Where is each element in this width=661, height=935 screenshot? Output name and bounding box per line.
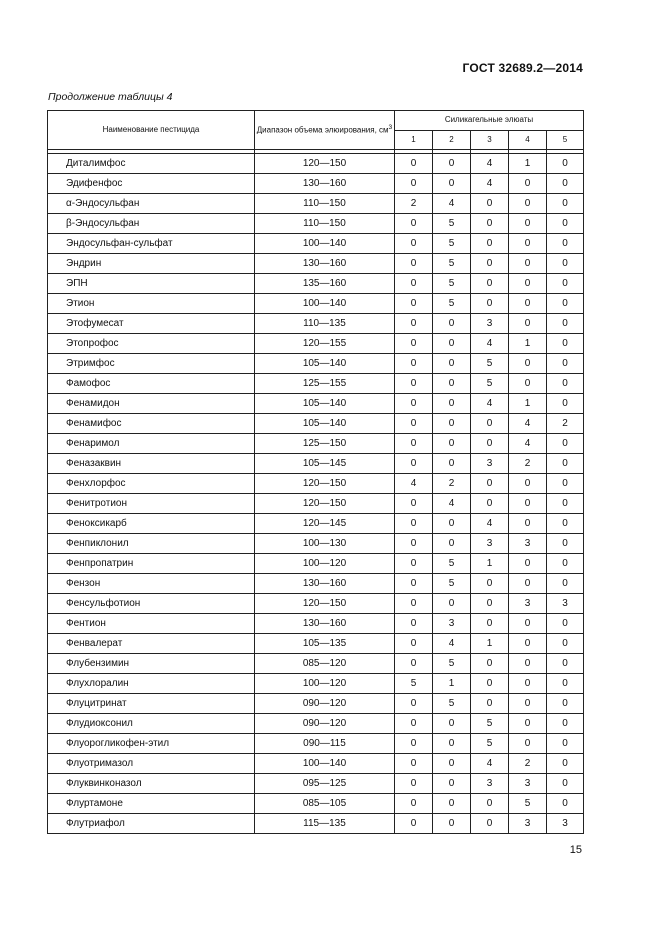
table-row	[48, 234, 584, 254]
eluate-1-cell: 0	[395, 554, 433, 574]
pesticide-name-cell: ЭПН	[48, 274, 255, 294]
eluate-3-cell: 5	[471, 374, 509, 394]
eluate-5-cell: 0	[547, 714, 584, 734]
eluate-3-cell: 3	[471, 534, 509, 554]
eluate-3-cell: 1	[471, 634, 509, 654]
pesticide-name-cell: Флудиоксонил	[48, 714, 255, 734]
pesticide-name-cell: Флуцитринат	[48, 694, 255, 714]
pesticide-name-cell: Этопрофос	[48, 334, 255, 354]
eluate-3-cell: 0	[471, 194, 509, 214]
eluate-4-cell: 3	[509, 774, 547, 794]
eluate-5-cell: 0	[547, 554, 584, 574]
eluate-1-cell: 0	[395, 174, 433, 194]
eluate-3-cell: 4	[471, 514, 509, 534]
eluate-2-cell: 0	[433, 154, 471, 174]
pesticide-name-cell: Флуквинконазол	[48, 774, 255, 794]
eluate-5-cell: 0	[547, 334, 584, 354]
eluate-1-cell: 0	[395, 634, 433, 654]
eluate-5-cell: 0	[547, 654, 584, 674]
eluate-2-cell: 3	[433, 614, 471, 634]
eluate-2-cell: 5	[433, 214, 471, 234]
eluate-3-cell: 0	[471, 674, 509, 694]
table-body	[48, 150, 584, 834]
eluate-4-cell: 0	[509, 374, 547, 394]
elution-range-cell: 130—160	[255, 254, 395, 274]
elution-range-cell: 085—120	[255, 654, 395, 674]
elution-range-cell: 120—150	[255, 154, 395, 174]
eluate-1-cell: 0	[395, 714, 433, 734]
pesticide-name-cell: β-Эндосульфан	[48, 214, 255, 234]
eluate-5-cell: 0	[547, 454, 584, 474]
eluate-3-cell: 0	[471, 794, 509, 814]
pesticide-name-cell: Фенпиклонил	[48, 534, 255, 554]
eluate-4-cell: 0	[509, 714, 547, 734]
eluate-1-cell: 0	[395, 654, 433, 674]
eluate-3-cell: 0	[471, 614, 509, 634]
eluate-2-cell: 0	[433, 374, 471, 394]
eluate-4-cell: 4	[509, 434, 547, 454]
table-row	[48, 414, 584, 434]
elution-range-cell: 110—150	[255, 214, 395, 234]
table-row	[48, 554, 584, 574]
eluate-1-cell: 2	[395, 194, 433, 214]
eluate-5-cell: 0	[547, 614, 584, 634]
column-header-eluate-3: 3	[471, 131, 509, 150]
eluate-3-cell: 0	[471, 654, 509, 674]
pesticide-name-cell: Фенаримол	[48, 434, 255, 454]
eluate-4-cell: 0	[509, 674, 547, 694]
eluate-2-cell: 0	[433, 414, 471, 434]
eluate-3-cell: 5	[471, 354, 509, 374]
eluate-2-cell: 0	[433, 734, 471, 754]
eluate-3-cell: 0	[471, 494, 509, 514]
table-row	[48, 794, 584, 814]
pesticide-name-cell: Фамофос	[48, 374, 255, 394]
eluate-3-cell: 0	[471, 414, 509, 434]
column-header-pesticide-name: Наименование пестицида	[48, 111, 255, 150]
elution-range-cell: 100—140	[255, 754, 395, 774]
eluate-1-cell: 0	[395, 814, 433, 834]
elution-range-cell: 105—140	[255, 394, 395, 414]
table-row	[48, 814, 584, 834]
table-row	[48, 174, 584, 194]
eluate-4-cell: 0	[509, 174, 547, 194]
eluate-3-cell: 4	[471, 394, 509, 414]
eluate-5-cell: 3	[547, 814, 584, 834]
eluate-1-cell: 0	[395, 734, 433, 754]
eluate-2-cell: 0	[433, 794, 471, 814]
eluate-4-cell: 1	[509, 154, 547, 174]
eluate-4-cell: 4	[509, 414, 547, 434]
elution-range-cell: 110—135	[255, 314, 395, 334]
eluate-4-cell: 1	[509, 394, 547, 414]
eluate-1-cell: 0	[395, 794, 433, 814]
eluate-5-cell: 0	[547, 574, 584, 594]
eluate-1-cell: 0	[395, 594, 433, 614]
eluate-2-cell: 5	[433, 554, 471, 574]
elution-range-cell: 100—140	[255, 294, 395, 314]
eluate-5-cell: 0	[547, 174, 584, 194]
eluate-4-cell: 0	[509, 574, 547, 594]
eluate-2-cell: 0	[433, 514, 471, 534]
eluate-2-cell: 0	[433, 394, 471, 414]
table-row	[48, 214, 584, 234]
eluate-1-cell: 0	[395, 314, 433, 334]
pesticide-name-cell: Фенсульфотион	[48, 594, 255, 614]
eluate-3-cell: 5	[471, 734, 509, 754]
table-row	[48, 674, 584, 694]
eluate-5-cell: 0	[547, 634, 584, 654]
elution-range-cell: 100—140	[255, 234, 395, 254]
column-header-elution-range-unit-exponent: 3	[388, 124, 393, 132]
eluate-3-cell: 0	[471, 434, 509, 454]
column-header-eluate-2: 2	[433, 131, 471, 150]
table-row	[48, 454, 584, 474]
pesticide-name-cell: Эндосульфан-сульфат	[48, 234, 255, 254]
table-row	[48, 654, 584, 674]
eluate-3-cell: 3	[471, 774, 509, 794]
elution-range-cell: 130—160	[255, 174, 395, 194]
eluate-5-cell: 0	[547, 294, 584, 314]
table-row	[48, 514, 584, 534]
table-row	[48, 494, 584, 514]
eluate-3-cell: 0	[471, 474, 509, 494]
elution-range-cell: 115—135	[255, 814, 395, 834]
eluate-5-cell: 0	[547, 214, 584, 234]
eluate-3-cell: 0	[471, 594, 509, 614]
eluate-2-cell: 1	[433, 674, 471, 694]
elution-range-cell: 120—145	[255, 514, 395, 534]
eluate-1-cell: 0	[395, 614, 433, 634]
eluate-3-cell: 4	[471, 154, 509, 174]
eluate-4-cell: 0	[509, 514, 547, 534]
table-row	[48, 694, 584, 714]
eluate-2-cell: 4	[433, 194, 471, 214]
eluate-1-cell: 0	[395, 214, 433, 234]
eluate-4-cell: 0	[509, 314, 547, 334]
pesticide-elution-table	[47, 110, 584, 834]
eluate-2-cell: 4	[433, 634, 471, 654]
eluate-5-cell: 0	[547, 354, 584, 374]
eluate-4-cell: 0	[509, 694, 547, 714]
elution-range-cell: 130—160	[255, 614, 395, 634]
elution-range-cell: 135—160	[255, 274, 395, 294]
eluate-5-cell: 0	[547, 474, 584, 494]
eluate-4-cell: 0	[509, 654, 547, 674]
table-row	[48, 154, 584, 174]
eluate-5-cell: 0	[547, 774, 584, 794]
eluate-5-cell: 0	[547, 434, 584, 454]
elution-range-cell: 085—105	[255, 794, 395, 814]
pesticide-name-cell: Фентион	[48, 614, 255, 634]
table-row	[48, 754, 584, 774]
eluate-1-cell: 0	[395, 354, 433, 374]
eluate-1-cell: 0	[395, 774, 433, 794]
elution-range-cell: 100—120	[255, 554, 395, 574]
table-caption: Продолжение таблицы 4	[48, 91, 173, 103]
eluate-3-cell: 0	[471, 274, 509, 294]
eluate-1-cell: 0	[395, 374, 433, 394]
eluate-2-cell: 0	[433, 354, 471, 374]
pesticide-name-cell: Фенамифос	[48, 414, 255, 434]
eluate-2-cell: 0	[433, 594, 471, 614]
pesticide-name-cell: Эдифенфос	[48, 174, 255, 194]
pesticide-name-cell: Фенвалерат	[48, 634, 255, 654]
eluate-1-cell: 0	[395, 454, 433, 474]
table-row	[48, 774, 584, 794]
eluate-4-cell: 0	[509, 634, 547, 654]
eluate-4-cell: 0	[509, 194, 547, 214]
table-header	[48, 111, 584, 150]
table-row	[48, 714, 584, 734]
eluate-4-cell: 5	[509, 794, 547, 814]
elution-range-cell: 090—120	[255, 714, 395, 734]
eluate-1-cell: 0	[395, 514, 433, 534]
column-header-eluate-1: 1	[395, 131, 433, 150]
eluate-4-cell: 1	[509, 334, 547, 354]
eluate-1-cell: 0	[395, 154, 433, 174]
eluate-3-cell: 0	[471, 694, 509, 714]
eluate-5-cell: 0	[547, 534, 584, 554]
elution-range-cell: 120—155	[255, 334, 395, 354]
eluate-4-cell: 0	[509, 494, 547, 514]
eluate-3-cell: 0	[471, 214, 509, 234]
eluate-5-cell: 0	[547, 674, 584, 694]
eluate-5-cell: 0	[547, 194, 584, 214]
eluate-1-cell: 0	[395, 334, 433, 354]
eluate-4-cell: 0	[509, 554, 547, 574]
column-header-elution-range-text: Диапазон объема элюирования, см	[256, 125, 389, 135]
eluate-5-cell: 0	[547, 154, 584, 174]
elution-range-cell: 105—140	[255, 414, 395, 434]
eluate-1-cell: 0	[395, 274, 433, 294]
eluate-1-cell: 5	[395, 674, 433, 694]
eluate-5-cell: 0	[547, 374, 584, 394]
eluate-4-cell: 0	[509, 234, 547, 254]
eluate-4-cell: 0	[509, 354, 547, 374]
eluate-3-cell: 4	[471, 334, 509, 354]
eluate-3-cell: 0	[471, 234, 509, 254]
eluate-4-cell: 0	[509, 474, 547, 494]
elution-range-cell: 105—140	[255, 354, 395, 374]
eluate-2-cell: 5	[433, 274, 471, 294]
eluate-5-cell: 0	[547, 754, 584, 774]
elution-range-cell: 095—125	[255, 774, 395, 794]
elution-range-cell: 100—130	[255, 534, 395, 554]
eluate-1-cell: 0	[395, 754, 433, 774]
column-header-eluate-4: 4	[509, 131, 547, 150]
eluate-1-cell: 0	[395, 494, 433, 514]
eluate-5-cell: 0	[547, 794, 584, 814]
page-number: 15	[569, 844, 582, 856]
elution-range-cell: 100—120	[255, 674, 395, 694]
eluate-5-cell: 2	[547, 414, 584, 434]
elution-range-cell: 105—145	[255, 454, 395, 474]
table-row	[48, 294, 584, 314]
eluate-2-cell: 5	[433, 234, 471, 254]
eluate-4-cell: 3	[509, 814, 547, 834]
table-row	[48, 434, 584, 454]
eluate-3-cell: 4	[471, 754, 509, 774]
eluate-2-cell: 5	[433, 694, 471, 714]
column-header-silica-eluates: Силикагельные элюаты	[395, 111, 584, 131]
eluate-5-cell: 0	[547, 494, 584, 514]
pesticide-name-cell: Фенхлорфос	[48, 474, 255, 494]
pesticide-name-cell: Фенпропатрин	[48, 554, 255, 574]
elution-range-cell: 090—120	[255, 694, 395, 714]
pesticide-name-cell: Флутриафол	[48, 814, 255, 834]
table-row	[48, 734, 584, 754]
eluate-4-cell: 3	[509, 594, 547, 614]
eluate-2-cell: 2	[433, 474, 471, 494]
eluate-1-cell: 0	[395, 574, 433, 594]
eluate-2-cell: 0	[433, 434, 471, 454]
eluate-2-cell: 5	[433, 254, 471, 274]
eluate-3-cell: 4	[471, 174, 509, 194]
eluate-4-cell: 0	[509, 734, 547, 754]
eluate-3-cell: 5	[471, 714, 509, 734]
eluate-4-cell: 3	[509, 534, 547, 554]
pesticide-name-cell: Фенамидон	[48, 394, 255, 414]
eluate-2-cell: 0	[433, 714, 471, 734]
eluate-3-cell: 0	[471, 574, 509, 594]
elution-range-cell: 120—150	[255, 494, 395, 514]
pesticide-name-cell: Флухлоралин	[48, 674, 255, 694]
table-row	[48, 614, 584, 634]
pesticide-name-cell: Флуотримазол	[48, 754, 255, 774]
pesticide-name-cell: Этион	[48, 294, 255, 314]
eluate-2-cell: 4	[433, 494, 471, 514]
eluate-1-cell: 0	[395, 414, 433, 434]
table-row	[48, 194, 584, 214]
elution-range-cell: 125—150	[255, 434, 395, 454]
elution-range-cell: 130—160	[255, 574, 395, 594]
eluate-3-cell: 3	[471, 454, 509, 474]
column-header-eluate-5: 5	[547, 131, 584, 150]
eluate-2-cell: 0	[433, 454, 471, 474]
pesticide-name-cell: Диталимфос	[48, 154, 255, 174]
eluate-4-cell: 0	[509, 274, 547, 294]
eluate-2-cell: 0	[433, 754, 471, 774]
eluate-2-cell: 0	[433, 334, 471, 354]
eluate-5-cell: 0	[547, 234, 584, 254]
table-row	[48, 334, 584, 354]
column-header-elution-range	[255, 111, 395, 150]
eluate-5-cell: 0	[547, 514, 584, 534]
eluate-1-cell: 0	[395, 294, 433, 314]
pesticide-name-cell: Флуртамоне	[48, 794, 255, 814]
eluate-4-cell: 0	[509, 254, 547, 274]
eluate-1-cell: 0	[395, 534, 433, 554]
eluate-2-cell: 0	[433, 774, 471, 794]
pesticide-name-cell: Фензон	[48, 574, 255, 594]
pesticide-name-cell: Феназаквин	[48, 454, 255, 474]
eluate-1-cell: 0	[395, 434, 433, 454]
elution-range-cell: 120—150	[255, 474, 395, 494]
eluate-2-cell: 0	[433, 314, 471, 334]
pesticide-name-cell: Фенитротион	[48, 494, 255, 514]
eluate-4-cell: 0	[509, 614, 547, 634]
elution-range-cell: 125—155	[255, 374, 395, 394]
eluate-4-cell: 2	[509, 754, 547, 774]
table-row	[48, 574, 584, 594]
pesticide-name-cell: Феноксикарб	[48, 514, 255, 534]
table-row	[48, 474, 584, 494]
pesticide-name-cell: α-Эндосульфан	[48, 194, 255, 214]
table-row	[48, 534, 584, 554]
eluate-4-cell: 0	[509, 294, 547, 314]
pesticide-name-cell: Этофумесат	[48, 314, 255, 334]
eluate-2-cell: 5	[433, 654, 471, 674]
eluate-1-cell: 0	[395, 394, 433, 414]
table-row	[48, 354, 584, 374]
eluate-5-cell: 0	[547, 394, 584, 414]
elution-range-cell: 110—150	[255, 194, 395, 214]
eluate-1-cell: 0	[395, 254, 433, 274]
eluate-4-cell: 2	[509, 454, 547, 474]
table-row	[48, 394, 584, 414]
eluate-5-cell: 3	[547, 594, 584, 614]
eluate-4-cell: 0	[509, 214, 547, 234]
eluate-2-cell: 0	[433, 534, 471, 554]
eluate-2-cell: 5	[433, 574, 471, 594]
eluate-3-cell: 0	[471, 294, 509, 314]
eluate-3-cell: 3	[471, 314, 509, 334]
table-row	[48, 274, 584, 294]
eluate-1-cell: 4	[395, 474, 433, 494]
table-row	[48, 594, 584, 614]
eluate-5-cell: 0	[547, 694, 584, 714]
eluate-5-cell: 0	[547, 274, 584, 294]
table-row	[48, 374, 584, 394]
table-row	[48, 314, 584, 334]
elution-range-cell: 105—135	[255, 634, 395, 654]
table-row	[48, 634, 584, 654]
eluate-1-cell: 0	[395, 234, 433, 254]
eluate-2-cell: 5	[433, 294, 471, 314]
pesticide-name-cell: Этримфос	[48, 354, 255, 374]
eluate-2-cell: 0	[433, 174, 471, 194]
eluate-5-cell: 0	[547, 314, 584, 334]
elution-range-cell: 090—115	[255, 734, 395, 754]
eluate-5-cell: 0	[547, 734, 584, 754]
eluate-5-cell: 0	[547, 254, 584, 274]
pesticide-name-cell: Эндрин	[48, 254, 255, 274]
elution-range-cell: 120—150	[255, 594, 395, 614]
pesticide-name-cell: Флубензимин	[48, 654, 255, 674]
eluate-1-cell: 0	[395, 694, 433, 714]
table-row	[48, 254, 584, 274]
eluate-2-cell: 0	[433, 814, 471, 834]
eluate-3-cell: 0	[471, 254, 509, 274]
pesticide-name-cell: Флуорогликофен-этил	[48, 734, 255, 754]
eluate-3-cell: 0	[471, 814, 509, 834]
document-standard-header: ГОСТ 32689.2—2014	[462, 61, 583, 75]
eluate-3-cell: 1	[471, 554, 509, 574]
